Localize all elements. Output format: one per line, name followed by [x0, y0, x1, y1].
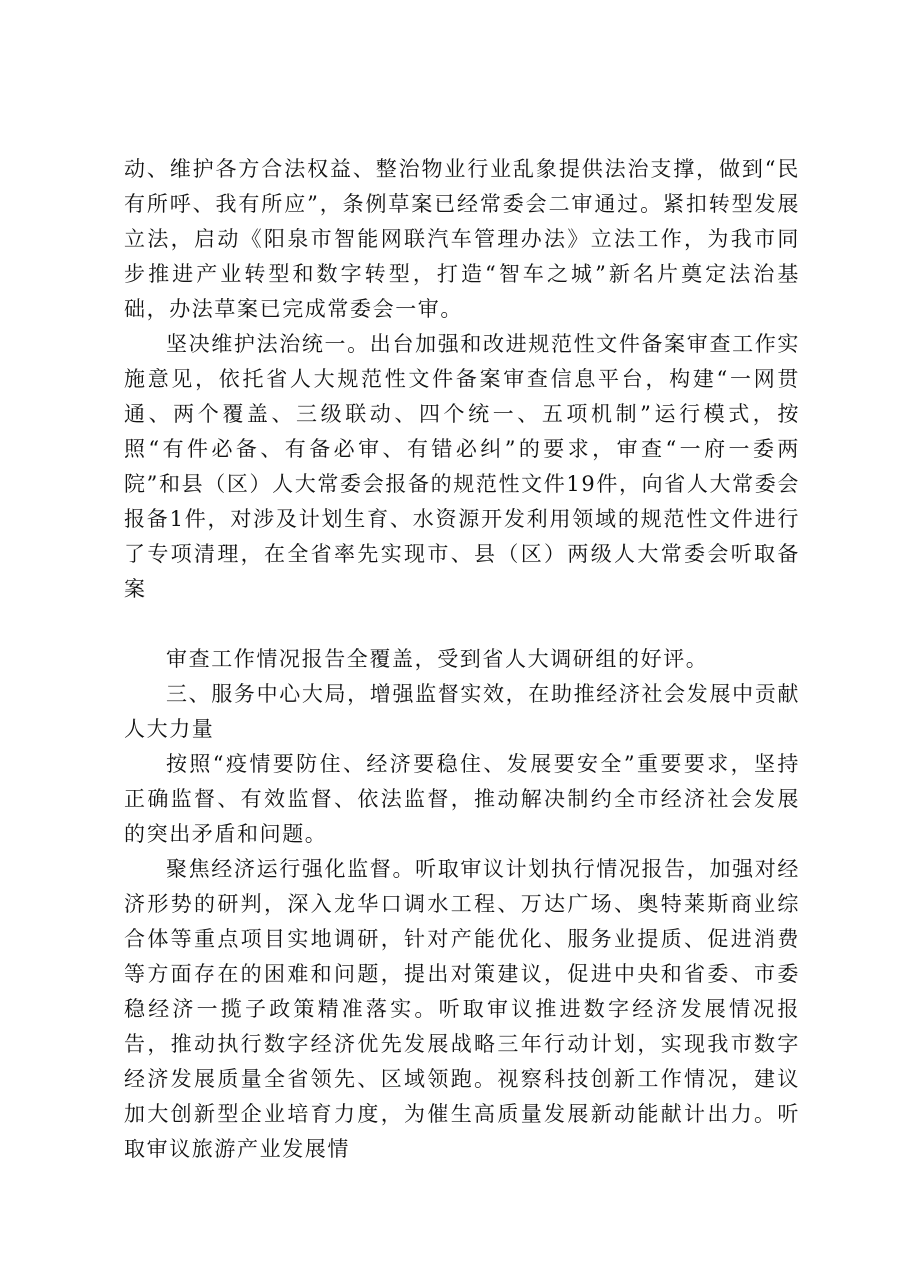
- paragraph-legal-unity: 坚决维护法治统一。出台加强和改进规范性文件备案审查工作实施意见，依托省人大规范性文件备案审查信息平台，构建“一网贯通、两个覆盖、三级联动、四个统一、五项机制”运行模式，按照“有件必备、有备必审、有错必纠”的要求，审查“一府一委两院”和县（区）人大常委会报备的规范性文件19件，向省人大常委会报备1件，对涉及计划生育、水资源开发利用领域的规范性文件进行了专项清理，在全省率先实现市、县（区）两级人大常委会听取备案: [124, 332, 800, 601]
- paragraph-review-report: 审查工作情况报告全覆盖，受到省人大调研组的好评。: [166, 647, 709, 671]
- paragraph-legislation-continued: 动、维护各方合法权益、整治物业行业乱象提供法治支撑，做到“民有所呼、我有所应”，条例草案已经常委会二审通过。紧扣转型发展立法，启动《阳泉市智能网联汽车管理办法》立法工作，为我市同步推进产业转型和数字转型，打造“智车之城”新名片奠定法治基础，办法草案已完成常委会一审。: [124, 157, 800, 321]
- page-break-gap: [124, 607, 800, 642]
- paragraph-economic-supervision: 聚焦经济运行强化监督。听取审议计划执行情况报告，加强对经济形势的研判，深入龙华口调水工程、万达广场、奥特莱斯商业综合体等重点项目实地调研，针对产能优化、服务业提质、促进消费等方面存在的困难和问题，提出对策建议，促进中央和省委、市委稳经济一揽子政策精准落实。听取审议推进数字经济发展情况报告，推动执行数字经济优先发展战略三年行动计划，实现我市数字经济发展质量全省领先、区域领跑。视察科技创新工作情况，建议加大创新型企业培育力度，为催生高质量发展新动能献计出力。听取审议旅游产业发展情: [124, 857, 800, 1161]
- document-body: [124, 152, 800, 1167]
- section-heading-three: 三、服务中心大局，增强监督实效，在助推经济社会发展中贡献人大力量: [124, 682, 800, 741]
- paragraph-supervision-intro: 按照“疫情要防住、经济要稳住、发展要安全”重要要求，坚持正确监督、有效监督、依法监督，推动解决制约全市经济社会发展的突出矛盾和问题。: [124, 752, 800, 846]
